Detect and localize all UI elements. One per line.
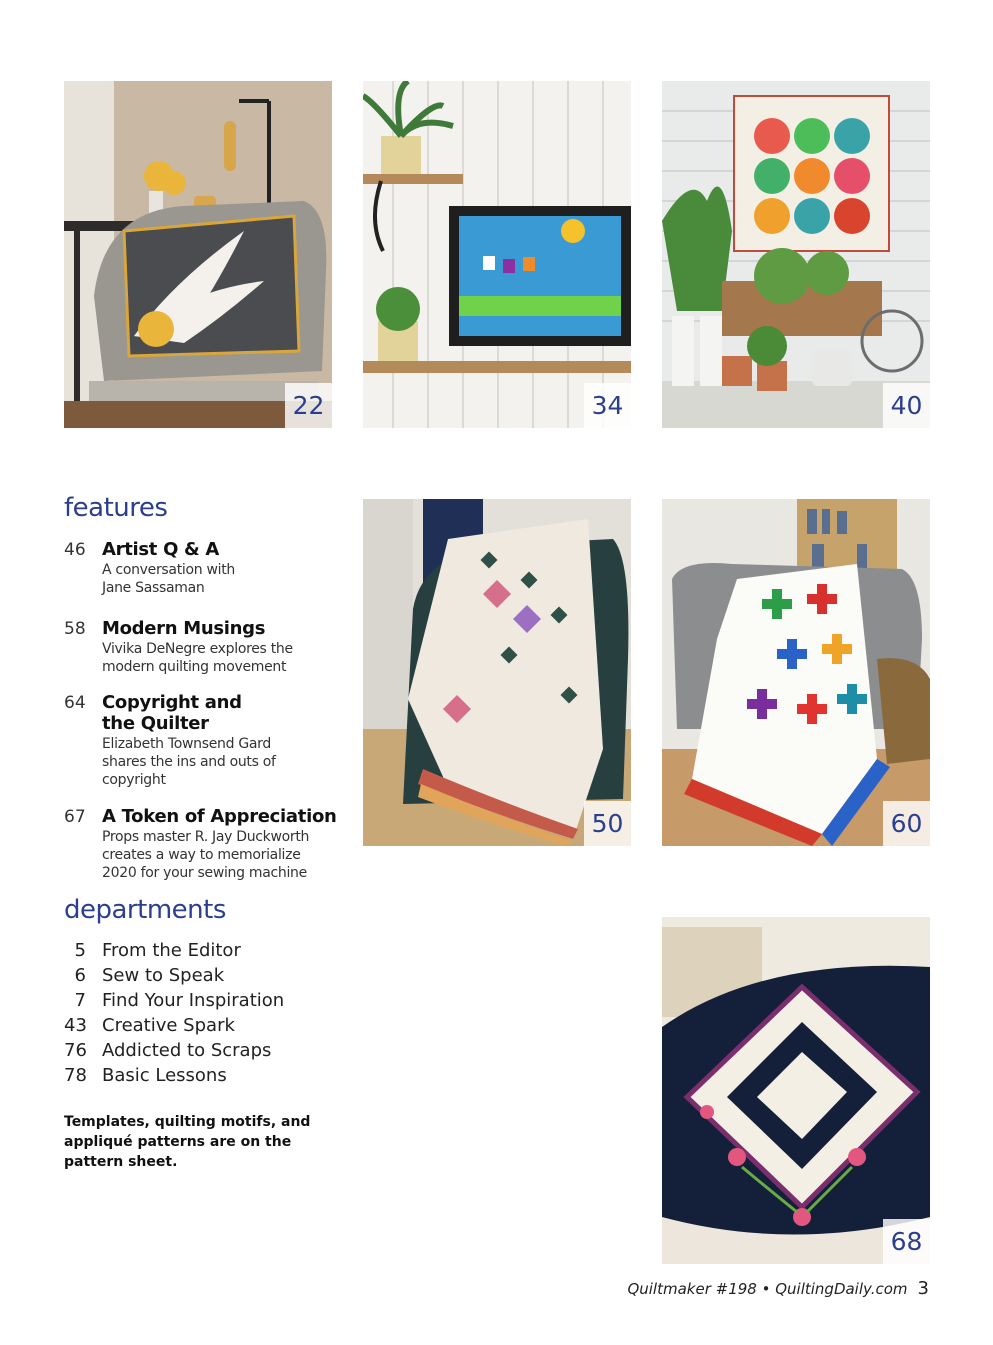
page-number-badge[interactable]: 60 bbox=[883, 801, 930, 846]
feature-title[interactable]: Modern Musings bbox=[102, 618, 266, 639]
department-item[interactable] bbox=[64, 1015, 344, 1040]
department-page-number: 7 bbox=[74, 990, 86, 1011]
page-number-badge[interactable]: 22 bbox=[285, 383, 332, 428]
feature-page-number: 58 bbox=[64, 619, 86, 639]
photo-daisy-pillow-image bbox=[64, 81, 332, 428]
feature-page-number: 64 bbox=[64, 693, 86, 713]
photo-quilt-on-armchair-image bbox=[363, 499, 631, 846]
department-label[interactable]: Sew to Speak bbox=[102, 965, 225, 986]
feature-description: Vivika DeNegre explores the modern quilting movement bbox=[102, 641, 293, 675]
departments-heading: departments bbox=[64, 895, 226, 925]
department-item[interactable] bbox=[64, 965, 344, 990]
department-page-number: 6 bbox=[74, 965, 86, 986]
department-page-number: 5 bbox=[74, 940, 86, 961]
photo-daisy-pillow bbox=[64, 81, 332, 428]
photo-quilt-garden-wall-image bbox=[662, 81, 930, 428]
page-number-badge[interactable]: 34 bbox=[584, 383, 631, 428]
feature-description: Elizabeth Townsend Gard shares the ins and outs of copyright bbox=[102, 736, 276, 788]
photo-quilt-garden-wall bbox=[662, 81, 930, 428]
department-label[interactable]: Find Your Inspiration bbox=[102, 990, 285, 1011]
feature-title[interactable]: Copyright and the Quilter bbox=[102, 692, 242, 734]
department-label[interactable]: Addicted to Scraps bbox=[102, 1040, 272, 1061]
page-number-badge[interactable]: 68 bbox=[883, 1219, 930, 1264]
department-page-number: 78 bbox=[64, 1065, 87, 1086]
department-page-number: 76 bbox=[64, 1040, 87, 1061]
publication-credit: Quiltmaker #198 • QuiltingDaily.com bbox=[627, 1280, 908, 1298]
department-item[interactable] bbox=[64, 990, 344, 1015]
features-heading: features bbox=[64, 493, 168, 523]
page-number-badge[interactable]: 50 bbox=[584, 801, 631, 846]
photo-framed-art-shelf-image bbox=[363, 81, 631, 428]
photo-framed-art-shelf bbox=[363, 81, 631, 428]
page-number: 3 bbox=[917, 1278, 929, 1299]
feature-title[interactable]: Artist Q & A bbox=[102, 539, 220, 560]
department-label[interactable]: Basic Lessons bbox=[102, 1065, 227, 1086]
department-item[interactable] bbox=[64, 1065, 344, 1090]
department-page-number: 43 bbox=[64, 1015, 87, 1036]
feature-description: A conversation with Jane Sassaman bbox=[102, 562, 235, 596]
department-label[interactable]: Creative Spark bbox=[102, 1015, 235, 1036]
feature-page-number: 46 bbox=[64, 540, 86, 560]
department-item[interactable] bbox=[64, 1040, 344, 1065]
photo-cross-quilt-sofa bbox=[662, 499, 930, 846]
photo-quilt-on-armchair bbox=[363, 499, 631, 846]
feature-title[interactable]: A Token of Appreciation bbox=[102, 806, 337, 827]
page-number-badge[interactable]: 40 bbox=[883, 383, 930, 428]
pattern-sheet-note: Templates, quilting motifs, and appliqué patterns are on the pattern sheet. bbox=[64, 1114, 311, 1170]
photo-bed-quilt bbox=[662, 917, 930, 1264]
feature-page-number: 67 bbox=[64, 807, 86, 827]
page-footer bbox=[627, 1278, 929, 1299]
feature-description: Props master R. Jay Duckworth creates a way to memorialize 2020 for your sewing machine bbox=[102, 829, 310, 881]
department-item[interactable] bbox=[64, 940, 344, 965]
photo-bed-quilt-image bbox=[662, 917, 930, 1264]
department-label[interactable]: From the Editor bbox=[102, 940, 241, 961]
photo-cross-quilt-sofa-image bbox=[662, 499, 930, 846]
departments-list bbox=[64, 940, 344, 1090]
